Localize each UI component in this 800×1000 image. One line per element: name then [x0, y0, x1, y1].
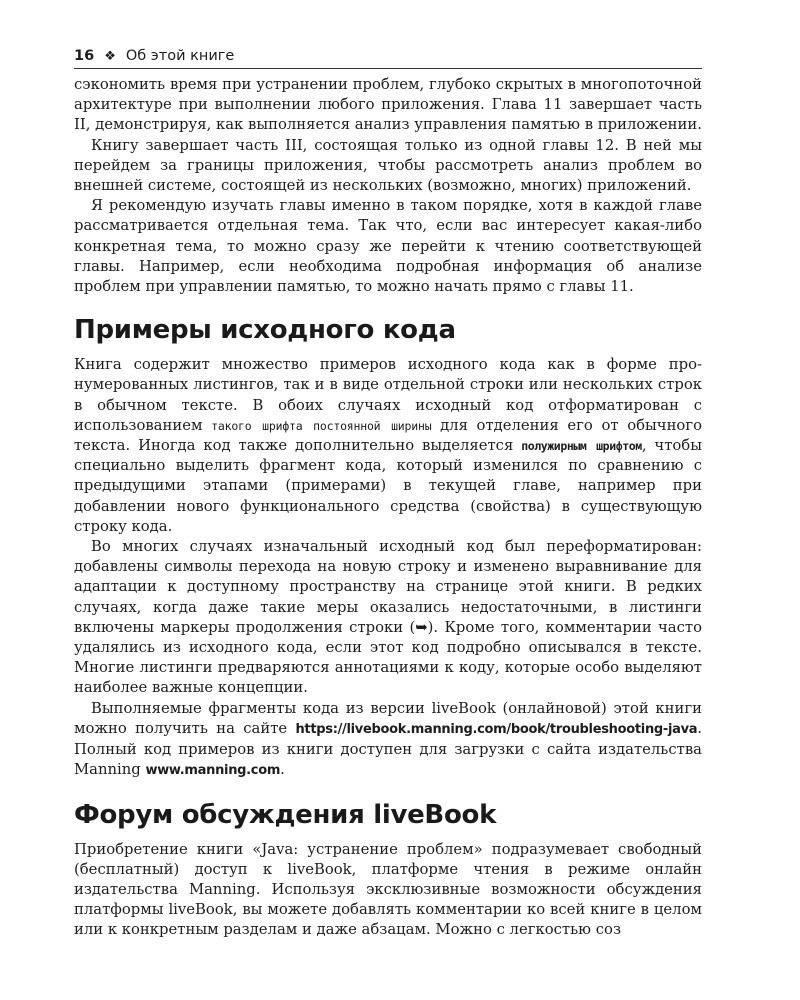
- paragraph: сэкономить время при устранении проблем, глубоко скрытых в многопоточной архитектуре при выполнении любого приложения. Глава 11 завершает часть II, демонстрируя, как выполняется анализ управления памятью в приложении.: [74, 76, 702, 134]
- section-heading-livebook-forum: Форум обсуждения liveBook: [74, 799, 497, 830]
- forum-text: [74, 840, 702, 941]
- intro-text: [74, 75, 702, 297]
- text-run: Книга содержит множество примеров исходного кода как в форме пронумерованных листингов, так и в виде отдельной строки или нескольких строк в обычном тексте. В обоих случаях исходный код отформатирован с использованием: [74, 356, 702, 434]
- text-run: . Полный код примеров из книги доступен для загрузки с сайта издательства Manning: [74, 719, 702, 779]
- running-header-title: Об этой книге: [125, 48, 235, 64]
- running-header: [74, 48, 702, 69]
- manning-link[interactable]: www.manning.com: [145, 763, 281, 779]
- text-run: .: [280, 761, 285, 779]
- paragraph: [74, 355, 702, 537]
- page-number: 16: [74, 48, 95, 64]
- paragraph: Приобретение книги «Java: устранение проблем» подразумевает свободный (бесплатный) доступ к liveBook, платформе чтения в режиме онлайн издательства Manning. Используя эксклюзивные возможности обсуждения платформы liveBook, вы можете добавлять комментарии ко всей книге в целом или к конкретным разделам и даже абзацам. Можно с легкостью соз: [74, 840, 702, 939]
- text-run: для отделения его от обычного текста. Иногда код также дополнительно выделяется: [74, 416, 702, 455]
- code-examples-text: [74, 355, 702, 781]
- paragraph: Во многих случаях изначальный исходный код был переформатирован: добавлены символы перехода на новую строку и изменено выравнивание для адаптации к доступному пространству на странице этой книги. В редких случаях, когда даже такие меры оказались недостаточными, в листинги включены маркеры продолжения строки (➥). Кроме того, комментарии часто удалялись из исходного кода, если этот код подробно описывался в тексте. Многие листинги предваряются аннотациями к коду, которые особо выделяют наиболее важные концепции.: [74, 538, 702, 697]
- paragraph: Я рекомендую изучать главы именно в таком порядке, хотя в каждой главе рассматривается отдельная тема. Так что, если вас интересует какая-либо конкретная тема, то можно сразу же перейти к чтению соответствующей главы. Например, если необходима подробная информация об анализе проблем при управлении памятью, то можно начать прямо с главы 11.: [74, 197, 702, 296]
- paragraph: [74, 699, 702, 782]
- livebook-link[interactable]: https://livebook.manning.com/book/troubleshooting-java: [295, 721, 698, 737]
- ornament-icon: ❖: [104, 49, 116, 64]
- bold-monospace-sample: полужирным шрифтом: [521, 439, 642, 454]
- section-heading-code-examples: Примеры исходного кода: [74, 315, 456, 346]
- text-run: , чтобы специально выделить фрагмент кода, который изменился по сравнению с предыдущими этапами (примерами) в текущей главе, например при добавлении нового функционального средства (свойства) в существующую строку кода.: [74, 437, 702, 535]
- paragraph: Книгу завершает часть III, состоящая только из одной главы 12. В ней мы перейдем за границы приложения, чтобы рассмотреть анализ проблем во внешней системе, состоящей из нескольких (возможно, многих) приложений.: [74, 136, 702, 195]
- monospace-sample: такого шрифта постоянной ширины: [211, 418, 432, 433]
- text-run: Выполняемые фрагменты кода из версии liveBook (онлайновой) этой книги можно получить на сайте: [74, 699, 702, 737]
- book-page: [74, 48, 702, 941]
